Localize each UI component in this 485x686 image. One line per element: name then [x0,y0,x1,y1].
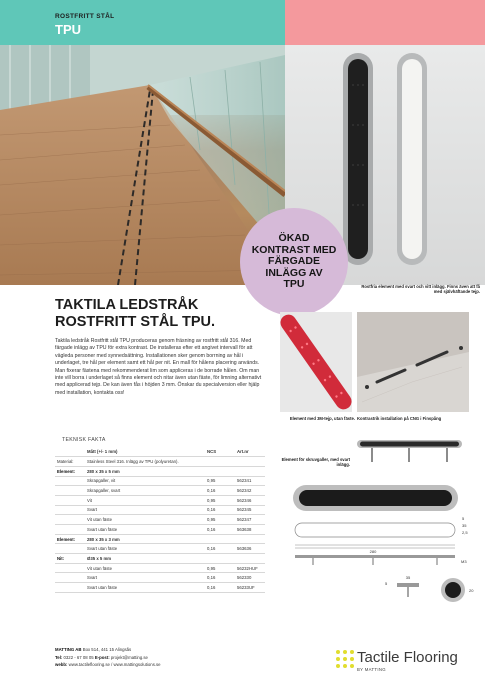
email-link[interactable]: projekt@matting.se [110,654,148,660]
table-row [55,476,265,486]
table-row [55,583,265,593]
table-cell: 0,16 [205,486,235,496]
technical-drawing [285,475,480,635]
table-cell: Element: [55,534,85,544]
installation-photo [357,312,469,412]
red-element-photo [280,312,352,412]
table-cell: 562346 [235,495,265,505]
table-cell [55,583,85,593]
page-heading [55,297,215,331]
tel-label: Tel: [55,654,63,660]
mount-bar-photo [352,432,467,472]
logo-sub: BY MATTING [357,667,386,672]
table-cell: 562342 [235,486,265,496]
header-band-pink [285,0,485,45]
table-cell [205,466,235,476]
logo-dots-icon [335,649,355,669]
badge-line: FÄRGADE [268,255,320,268]
table-cell [55,495,85,505]
dim-nit-d: 35 [405,575,411,580]
body-paragraph: Taktila ledstråk Rostfritt stål TPU produceras genom fräsning av rostfritt stål 316. Med färgade inlägg av TPU för extra kontrast. De installeras efter ett angivet intervall för att vägleda personer med synnedsättning. Installationen sker genom borrning av hål i underlaget, tre hål per element samt ett hål per nit. En mall för hålens placering används. Man fixerar fästena med rekommenderat lim som appliceras i de borrade hålen. Om man inte vill borra i underlaget så finns element och nitar även utan fäste, för limning alternativt med applicerad tejp. De kan även fås i höjden 3 mm. Önskar du specialversion eller hjälp med installation, kontakta oss! [55,338,262,396]
table-row [55,515,265,525]
table-cell: 0,95 [205,495,235,505]
header-title: TPU [55,22,81,37]
table-cell: 562330 [235,573,265,583]
table-cell: 562341 [235,476,265,486]
caption-product-photo: Rostfria element med svart och vitt inlägg. Finns även att få med självhäftande tejp. [361,284,480,295]
badge-line: INLÄGG AV [265,266,323,279]
dim-height-a: 5 [462,516,465,521]
table-cell: Svart utan fäste [85,583,205,593]
tech-label: TEKNISK FAKTA [62,437,106,443]
table-cell: Svart [85,505,205,515]
table-cell: 0,16 [205,573,235,583]
web-link[interactable]: www.tactileflooring.se / www.mattingsolutions.se [68,662,161,668]
table-cell: 0,16 [205,544,235,554]
dim-length: 280 [369,549,377,554]
table-cell [55,505,85,515]
table-header-row [55,447,265,457]
table-cell [205,534,235,544]
table-cell: 280 x 35 x 3 mm [85,534,205,544]
contact-line-phone [55,654,161,662]
heading-line-2: ROSTFRITT STÅL TPU. [55,314,216,330]
badge-line: KONTRAST MED [251,243,337,256]
table-cell: Vit utan fäste [85,515,205,525]
header-category: ROSTFRITT STÅL [55,13,115,20]
contact-line-company [55,646,161,654]
table-cell [55,486,85,496]
table-cell: Skrapgaller, svart [85,486,205,496]
table-cell: 0,16 [205,505,235,515]
table-cell: 0,16 [205,525,235,535]
web-label: webb: [55,662,68,668]
company-address: Box 514, 441 15 Alingsås [82,647,132,652]
table-cell [235,457,265,467]
dim-height-b: 2,5 [462,530,468,535]
table-row [55,457,265,467]
table-cell: 0,95 [205,476,235,486]
table-cell [55,476,85,486]
contact-line-web [55,661,161,669]
table-cell: Svart [85,573,205,583]
email-label: E-post: [94,654,110,660]
table-row [55,495,265,505]
logo-name: Tactile Flooring [357,649,458,666]
heading-line-1: TAKTILA LEDSTRÅK [55,297,199,313]
table-cell: 0,95 [205,515,235,525]
table-row [55,563,265,573]
table-cell: Ø35 x 5 mm [85,554,205,564]
table-cell [205,457,235,467]
table-cell: 563638 [235,525,265,535]
badge-line: ÖKAD [278,232,310,245]
dim-nit-h: 5 [385,581,388,586]
table-cell: 562345 [235,505,265,515]
table-cell: 0,95 [205,563,235,573]
table-cell: 56233UF [235,583,265,593]
table-cell: 562347 [235,515,265,525]
tactile-flooring-logo [335,646,465,676]
table-header: Art.nr [235,447,265,457]
table-cell: Skrapgaller, vit [85,476,205,486]
table-row [55,534,265,544]
table-row [55,554,265,564]
table-cell: Svart utan fäste [85,525,205,535]
table-header: Mått (+/- 1 mm) [85,447,205,457]
tel-value[interactable]: 0322 - 67 08 05 [63,654,94,660]
caption-red-element: Element med 3M-tejp, utan fäste. [289,416,355,421]
badge-line: TPU [283,278,305,291]
table-row [55,466,265,476]
table-cell: 56232HUF [235,563,265,573]
table-cell: Stainless Steel 316. Inlägg av TPU (polyuretan). [85,457,205,467]
table-row [55,525,265,535]
tech-table [55,447,265,593]
table-cell: Nit: [55,554,85,564]
table-row [55,505,265,515]
company-name: MATTING AB [55,647,82,652]
table-cell [55,515,85,525]
table-cell [55,525,85,535]
caption-mounts: Element för skruvgaller, med svart inlägg. [281,457,350,468]
table-cell [235,534,265,544]
table-cell: Svart utan fäste [85,544,205,554]
dim-width: 35 [462,523,467,528]
tech-table-body [55,457,265,593]
caption-installation: Kontrastrik installation på CNG i Finspång [357,416,442,421]
table-cell [205,554,235,564]
table-cell [55,544,85,554]
table-cell: Material: [55,457,85,467]
table-cell: Vit [85,495,205,505]
table-row [55,544,265,554]
table-cell [55,563,85,573]
table-cell: 280 x 35 x 5 mm [85,466,205,476]
table-header: NCS [205,447,235,457]
table-cell: 0,16 [205,583,235,593]
table-cell [235,554,265,564]
contrast-badge [240,208,348,316]
table-row [55,573,265,583]
table-cell [55,573,85,583]
table-cell: 563636 [235,544,265,554]
contact-block [55,646,161,669]
table-header [55,447,85,457]
dim-thread: M3 [461,559,467,564]
table-cell: Element: [55,466,85,476]
table-cell: Vit utan fäste [85,563,205,573]
table-cell [235,466,265,476]
table-row [55,486,265,496]
dim-nit-r: 20 [469,588,474,593]
header-band-teal [0,0,285,45]
